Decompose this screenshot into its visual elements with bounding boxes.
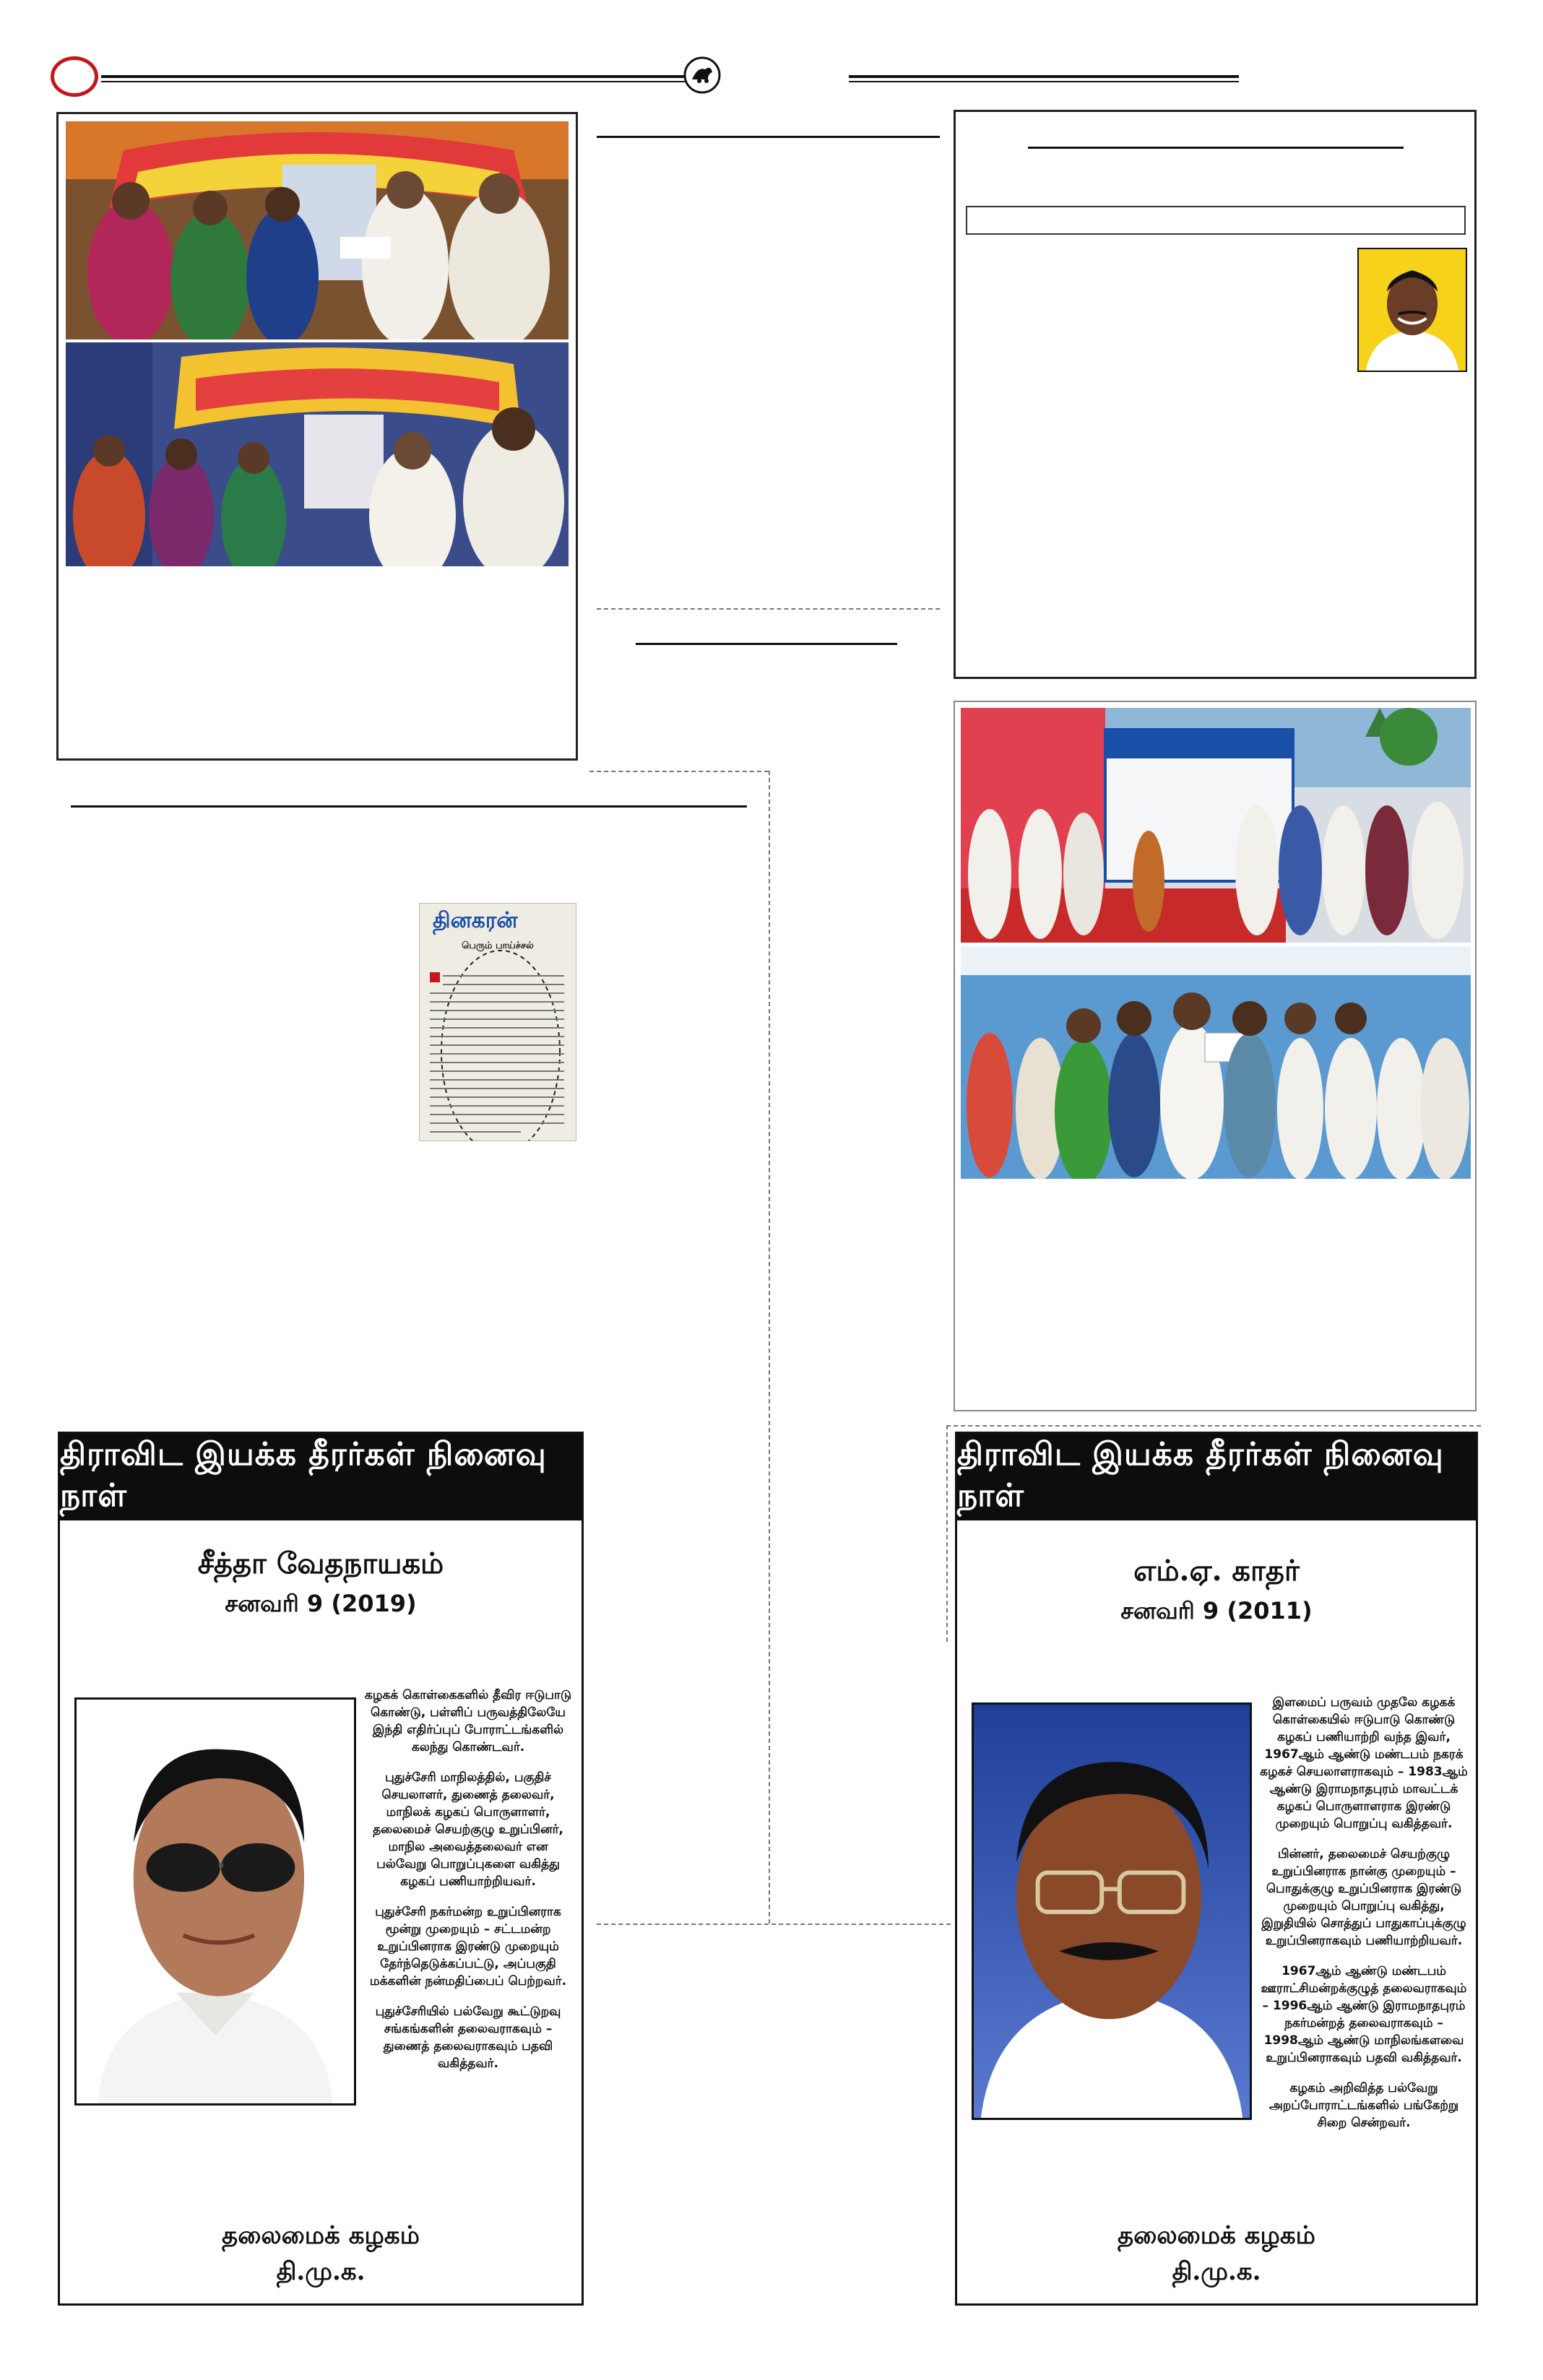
- left-memorial-box: [58, 1432, 584, 2306]
- mid-column-dash-separator: [597, 608, 940, 610]
- left-memorial-header: திராவிட இயக்க தீரர்கள் நினைவு நாள்: [60, 1434, 582, 1520]
- left-memorial-footer-org: தலைமைக் கழகம்: [222, 2221, 420, 2250]
- left-memorial-bio-para-4: புதுச்சேரியில் பல்வேறு கூட்டுறவு சங்கங்களின் தலைவராகவும் – துணைத் தலைவராகவும் பதவி வகித்தவர்.: [375, 2004, 561, 2071]
- right-event-photo-box: [954, 701, 1477, 1411]
- left-memorial-bio: [363, 1687, 573, 2085]
- clipping-headline: பெரும் பாய்ச்சல்: [462, 940, 534, 951]
- left-memorial-name: சீத்தா வேதநாயகம்: [197, 1546, 444, 1580]
- left-memorial-bio-para-2: புதுச்சேரி மாநிலத்தில், பகுதிச் செயலாளர், துணைத் தலைவர், மாநிலக் கழகப் பொருளாளர், தலைமைச் செயற்குழு உறுப்பினர், மாநில அவைத்தலைவர் என பல்வேறு பொறுப்புகளை வகித்து கழகப் பணியாற்றியவர்.: [373, 1770, 563, 1889]
- mid-column-rule: [597, 136, 940, 138]
- right-memorial-date: சனவரி 9 (2011): [1120, 1597, 1313, 1624]
- profile-thumbnail: [1357, 248, 1467, 372]
- masthead-rule-left-thin: [101, 81, 685, 82]
- right-memorial-box: [955, 1432, 1478, 2306]
- right-memorial-name: எம்.ஏ. காதர்: [1133, 1554, 1300, 1588]
- certificate-presentation-photo: [961, 946, 1471, 1179]
- newspaper-clipping: [419, 903, 576, 1141]
- left-memorial-portrait: [74, 1697, 356, 2106]
- right-memorial-portrait: [972, 1702, 1252, 2120]
- article-top-dash: [589, 771, 769, 772]
- left-memorial-date: சனவரி 9 (2019): [225, 1590, 417, 1617]
- right-memorial-footer-party: தி.மு.க.: [1172, 2257, 1261, 2286]
- event-photo-bottom: [66, 342, 569, 566]
- left-memorial-bio-para-3: புதுச்சேரி நகர்மன்ற உறுப்பினராக மூன்று முறையும் – சட்டமன்ற உறுப்பினராக இரண்டு முறையும் தேர்ந்தெடுக்கப்பட்டு, அப்பகுதி மக்களின் நன்மதிப்பைப் பெற்றவர்.: [369, 1905, 567, 1989]
- right-memorial-footer: [957, 2217, 1476, 2290]
- masthead-rule-right: [849, 75, 1239, 78]
- masthead-rule-left: [101, 75, 685, 78]
- right-memorial-bio-para-1: இளமைப் பருவம் முதலே கழகக் கொள்கையில் ஈடுபாடு கொண்டு கழகப் பணியாற்றி வந்த இவர், 1967ஆம் ஆண்டு மண்டபம் நகரக் கழகச் செயலாளராகவும் – 1983ஆம் ஆண்டு இராமநாதபுரம் மாவட்டக் கழகப் பொருளாளராக இரண்டு முறையும் பொறுப்பு வகித்தவர்.: [1260, 1695, 1468, 1831]
- inauguration-photo: [961, 708, 1471, 943]
- page-emblem-circle: [51, 56, 98, 97]
- clipping-text-lines: [420, 904, 576, 1141]
- right-memorial-bio-para-2: பின்னர், தலைமைச் செயற்குழு உறுப்பினராக நான்கு முறையும் – பொதுக்குழு உறுப்பினராக இரண்டு முறையும் பொறுப்பு வகித்து, இறுதியில் சொத்துப் பாதுகாப்புக்குழு உறுப்பினராகவும் பணியாற்றியவர்.: [1261, 1847, 1466, 1948]
- article-right-dash-vertical: [769, 771, 770, 1924]
- right-memorial-footer-org: தலைமைக் கழகம்: [1118, 2221, 1315, 2250]
- right-memorial-bio-para-4: கழகம் அறிவித்த பல்வேறு அறப்போராட்டங்களில் பங்கேற்று சிறை சென்றவர்.: [1268, 2081, 1459, 2130]
- right-memorial-left-dash: [946, 1425, 948, 1642]
- top-left-photo-box: [56, 112, 578, 761]
- right-memorial-bio: [1259, 1694, 1469, 2145]
- right-memorial-top-dash: [946, 1425, 1481, 1427]
- top-right-profile-box: [954, 110, 1477, 679]
- profile-box-title-rule: [1028, 147, 1404, 149]
- right-memorial-bio-para-3: 1967ஆம் ஆண்டு மண்டபம் ஊராட்சிமன்றக்குழுத் தலைவராகவும் – 1996ஆம் ஆண்டு இராமநாதபுரம் நகர்மன்றத் தலைவராகவும் – 1998ஆம் ஆண்டு மாநிலங்களவை உறுப்பினராகவும் பதவி வகித்தவர்.: [1261, 1964, 1467, 2065]
- masthead-rule-right-thin: [849, 81, 1239, 82]
- rising-sun-emblem-icon: [683, 56, 721, 94]
- left-memorial-footer: [60, 2217, 582, 2290]
- article-title-rule: [71, 805, 747, 808]
- mid-column-short-rule: [636, 643, 897, 645]
- article-bottom-dash: [597, 1924, 951, 1925]
- right-memorial-header: திராவிட இயக்க தீரர்கள் நினைவு நாள்: [957, 1434, 1476, 1520]
- profile-box-subtitle-frame: [966, 206, 1466, 235]
- event-photo-top: [66, 121, 569, 339]
- left-memorial-bio-para-1: கழகக் கொள்கைகளில் தீவிர ஈடுபாடு கொண்டு, பள்ளிப் பருவத்திலேயே இந்தி எதிர்ப்புப் போராட்டங்களில் கலந்து கொண்டவர்.: [364, 1688, 572, 1754]
- clipping-masthead: தினகரன்: [433, 908, 518, 933]
- left-memorial-footer-party: தி.மு.க.: [276, 2257, 366, 2286]
